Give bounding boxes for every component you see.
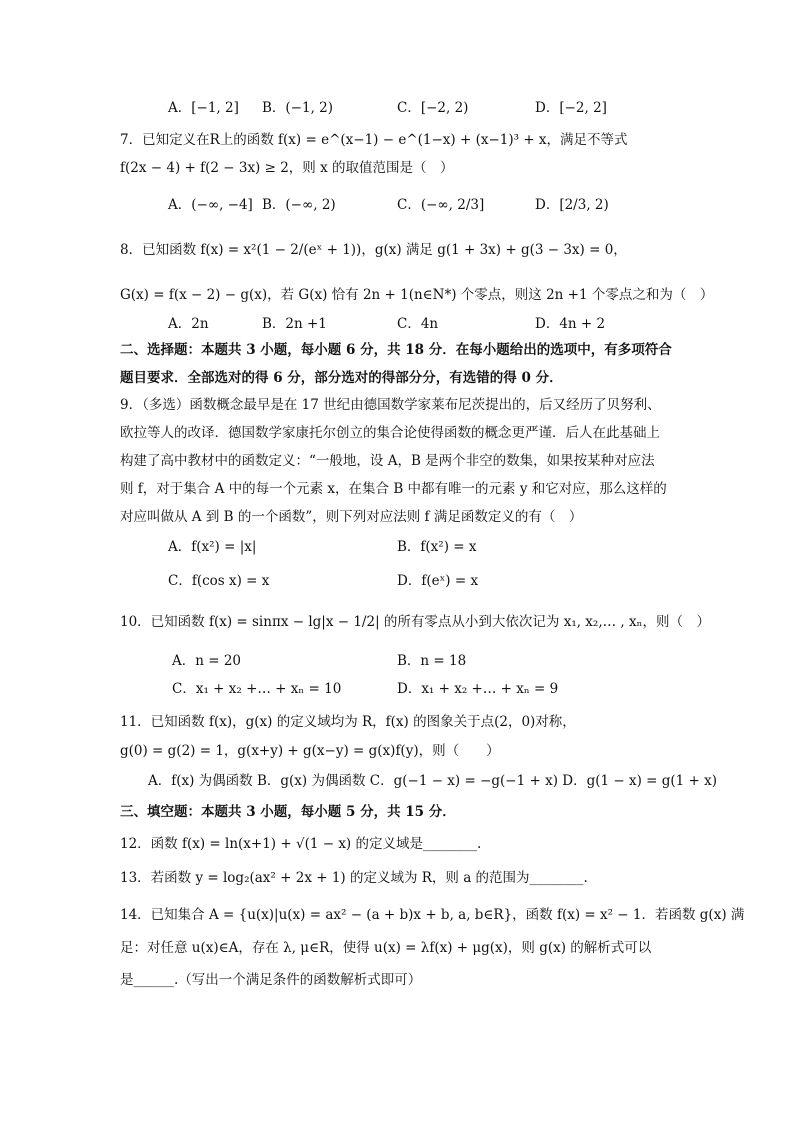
q8-option-d: D．4n + 2: [535, 316, 606, 332]
q9-line-1: 9．（多选）函数概念最早是在 17 世纪由德国数学家莱布尼茨提出的，后又经历了贝努利、: [120, 397, 661, 413]
q7-option-c: C．(−∞, 2/3]: [397, 197, 485, 213]
q9-line-4: 则 f，对于集合 A 中的每一个元素 x，在集合 B 中都有唯一的元素 y 和它对应，那么这样的: [120, 481, 667, 497]
q9-option-a: A．f(x²) = |x|: [168, 539, 257, 555]
q11-stem-line-1: 11．已知函数 f(x)，g(x) 的定义域均为 R，f(x) 的图象关于点(2，0)对称，: [120, 714, 576, 730]
q6-option-c: C．[−2, 2): [397, 100, 469, 116]
q11-options: A．f(x) 为偶函数 B．g(x) 为偶函数 C．g(−1 − x) = −g(−1 + x) D．g(1 − x) = g(1 + x): [148, 773, 718, 789]
q8-stem-line-1: 8．已知函数 f(x) = x²(1 − 2/(eˣ + 1))，g(x) 满足 g(1 + 3x) + g(3 − 3x) = 0，: [120, 242, 627, 258]
q6-option-a: A．[−1, 2]: [168, 100, 239, 116]
q7-option-d: D．[2/3, 2): [535, 197, 609, 213]
question-13: 13．若函数 y = log₂(ax² + 2x + 1) 的定义域为 R，则 a 的范围为________.: [120, 870, 588, 886]
section-3-header: 三、填空题：本题共 3 小题，每小题 5 分，共 15 分．: [120, 804, 456, 820]
section-2-line-2: 题目要求．全部选对的得 6 分，部分选对的得部分分，有选错的得 0 分．: [120, 370, 563, 386]
q8-stem-line-2: G(x) = f(x − 2) − g(x)，若 G(x) 恰有 2n + 1(n∈N*) 个零点，则这 2n +1 个零点之和为（ ）: [120, 287, 714, 303]
q9-option-c: C．f(cos x) = x: [168, 573, 270, 589]
q14-line-3: 是______.（写出一个满足条件的函数解析式即可）: [120, 972, 422, 988]
question-12: 12．函数 f(x) = ln(x+1) + √(1 − x) 的定义域是________.: [120, 836, 482, 852]
q9-line-5: 对应叫做从 A 到 B 的一个函数”，则下列对应法则 f 满足函数定义的有（ ）: [120, 509, 583, 525]
q11-stem-line-2: g(0) = g(2) = 1，g(x+y) + g(x−y) = g(x)f(y)，则（ ）: [120, 743, 500, 759]
q7-option-b: B．(−∞, 2): [262, 197, 336, 213]
q8-option-c: C．4n: [397, 316, 439, 332]
q14-line-2: 足：对任意 u(x)∈A，存在 λ, μ∈R，使得 u(x) = λf(x) + μg(x)，则 g(x) 的解析式可以: [120, 940, 652, 956]
q7-stem-line-2: f(2x − 4) + f(2 − 3x) ≥ 2，则 x 的取值范围是（ ）: [120, 160, 454, 176]
q10-option-a: A．n = 20: [172, 653, 242, 669]
q10-option-c: C．x₁ + x₂ +… + xₙ = 10: [172, 681, 342, 697]
q10-option-d: D．x₁ + x₂ +… + xₙ = 9: [397, 681, 559, 697]
q6-option-b: B．(−1, 2): [262, 100, 334, 116]
q6-option-d: D．[−2, 2]: [535, 100, 607, 116]
q8-option-b: B．2n +1: [262, 316, 327, 332]
section-2-line-1: 二、选择题：本题共 3 小题，每小题 6 分，共 18 分．在每小题给出的选项中，有多项符合: [120, 342, 672, 358]
q10-option-b: B．n = 18: [397, 653, 467, 669]
q9-option-d: D．f(eˣ) = x: [397, 573, 479, 589]
q7-option-a: A．(−∞, −4]: [168, 197, 253, 213]
q8-option-a: A．2n: [168, 316, 209, 332]
q9-line-2: 欧拉等人的改译．德国数学家康托尔创立的集合论使得函数的概念更严谨．后人在此基础上: [120, 425, 660, 441]
q9-line-3: 构建了高中教材中的函数定义：“一般地，设 A，B 是两个非空的数集，如果按某种对应法: [120, 453, 655, 469]
q9-option-b: B．f(x²) = x: [397, 539, 477, 555]
q7-stem-line-1: 7．已知定义在R上的函数 f(x) = e^(x−1) − e^(1−x) + (x−1)³ + x，满足不等式: [120, 132, 628, 148]
q10-stem: 10．已知函数 f(x) = sinπx − lg|x − 1/2| 的所有零点从小到大依次记为 x₁, x₂,… , xₙ，则（ ）: [120, 614, 710, 630]
q14-line-1: 14．已知集合 A = {u(x)|u(x) = ax² − (a + b)x + b, a, b∈R}，函数 f(x) = x² − 1．若函数 g(x) 满: [120, 907, 745, 923]
